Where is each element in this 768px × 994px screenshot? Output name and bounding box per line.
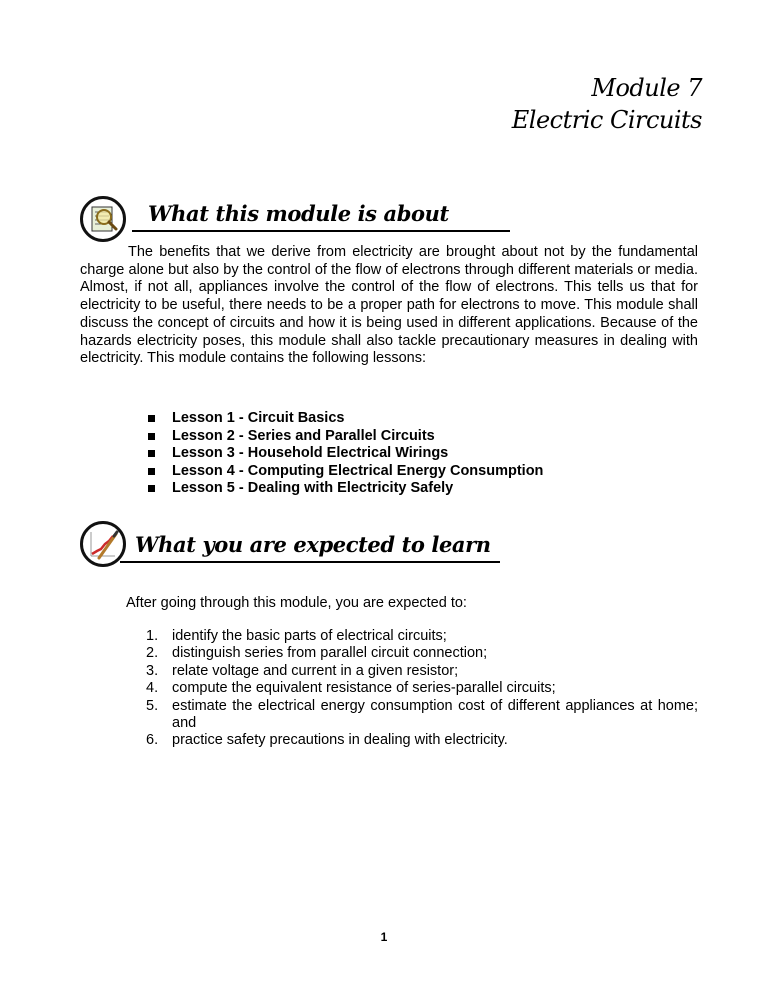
bullet-square-icon xyxy=(148,415,155,422)
bullet-square-icon xyxy=(148,433,155,440)
module-number: Module 7 xyxy=(591,74,702,102)
bullet-square-icon xyxy=(148,450,155,457)
section-about-heading: What this module is about xyxy=(148,201,449,226)
list-item: Lesson 3 - Household Electrical Wirings xyxy=(146,445,543,463)
list-item: 2. distinguish series from parallel circuit connection; xyxy=(146,645,488,662)
list-item: Lesson 5 - Dealing with Electricity Safely xyxy=(146,480,543,498)
heading-underline xyxy=(132,230,510,232)
list-item: 3. relate voltage and current in a given resistor; xyxy=(146,662,459,679)
section-about-header xyxy=(80,196,700,246)
list-item: 4. compute the equivalent resistance of series-parallel circuits; xyxy=(146,680,556,697)
objectives-intro: After going through this module, you are expected to: xyxy=(126,595,467,611)
module-title xyxy=(512,72,702,136)
section-learn-heading: What you are expected to learn xyxy=(135,532,491,557)
page-number: 1 xyxy=(380,930,388,944)
lesson-list xyxy=(146,410,543,498)
heading-underline xyxy=(120,561,500,563)
module-name: Electric Circuits xyxy=(511,106,702,134)
list-item: 1. identify the basic parts of electrical circuits; xyxy=(146,628,447,644)
list-item: 6. practice safety precautions in dealing with electricity. xyxy=(146,732,508,749)
list-item: 5. estimate the electrical energy consumption cost of different appliances at home; and xyxy=(146,697,698,732)
section-learn-header xyxy=(80,521,700,571)
list-item: Lesson 4 - Computing Electrical Energy Consumption xyxy=(146,463,543,481)
bullet-square-icon xyxy=(148,468,155,475)
objective-list xyxy=(146,628,698,750)
list-item: Lesson 2 - Series and Parallel Circuits xyxy=(146,428,543,446)
magnifier-document-icon xyxy=(80,196,126,242)
list-item: Lesson 1 - Circuit Basics xyxy=(146,410,543,428)
module-description: The benefits that we derive from electricity are brought about not by the fundamental charge alone but also by the control of the flow of electrons through different materials or media. Almost, if not all, appliances involve the control of the flow of electrons. This tells us that for electricity to be useful, there needs to be a proper path for electrons to move. This module shall discuss the concept of circuits and how it is being used in different applications. Because of the hazards electricity poses, this module shall also tackle precautionary measures in dealing with electricity. This module contains the following lessons: xyxy=(80,244,698,367)
bullet-square-icon xyxy=(148,485,155,492)
